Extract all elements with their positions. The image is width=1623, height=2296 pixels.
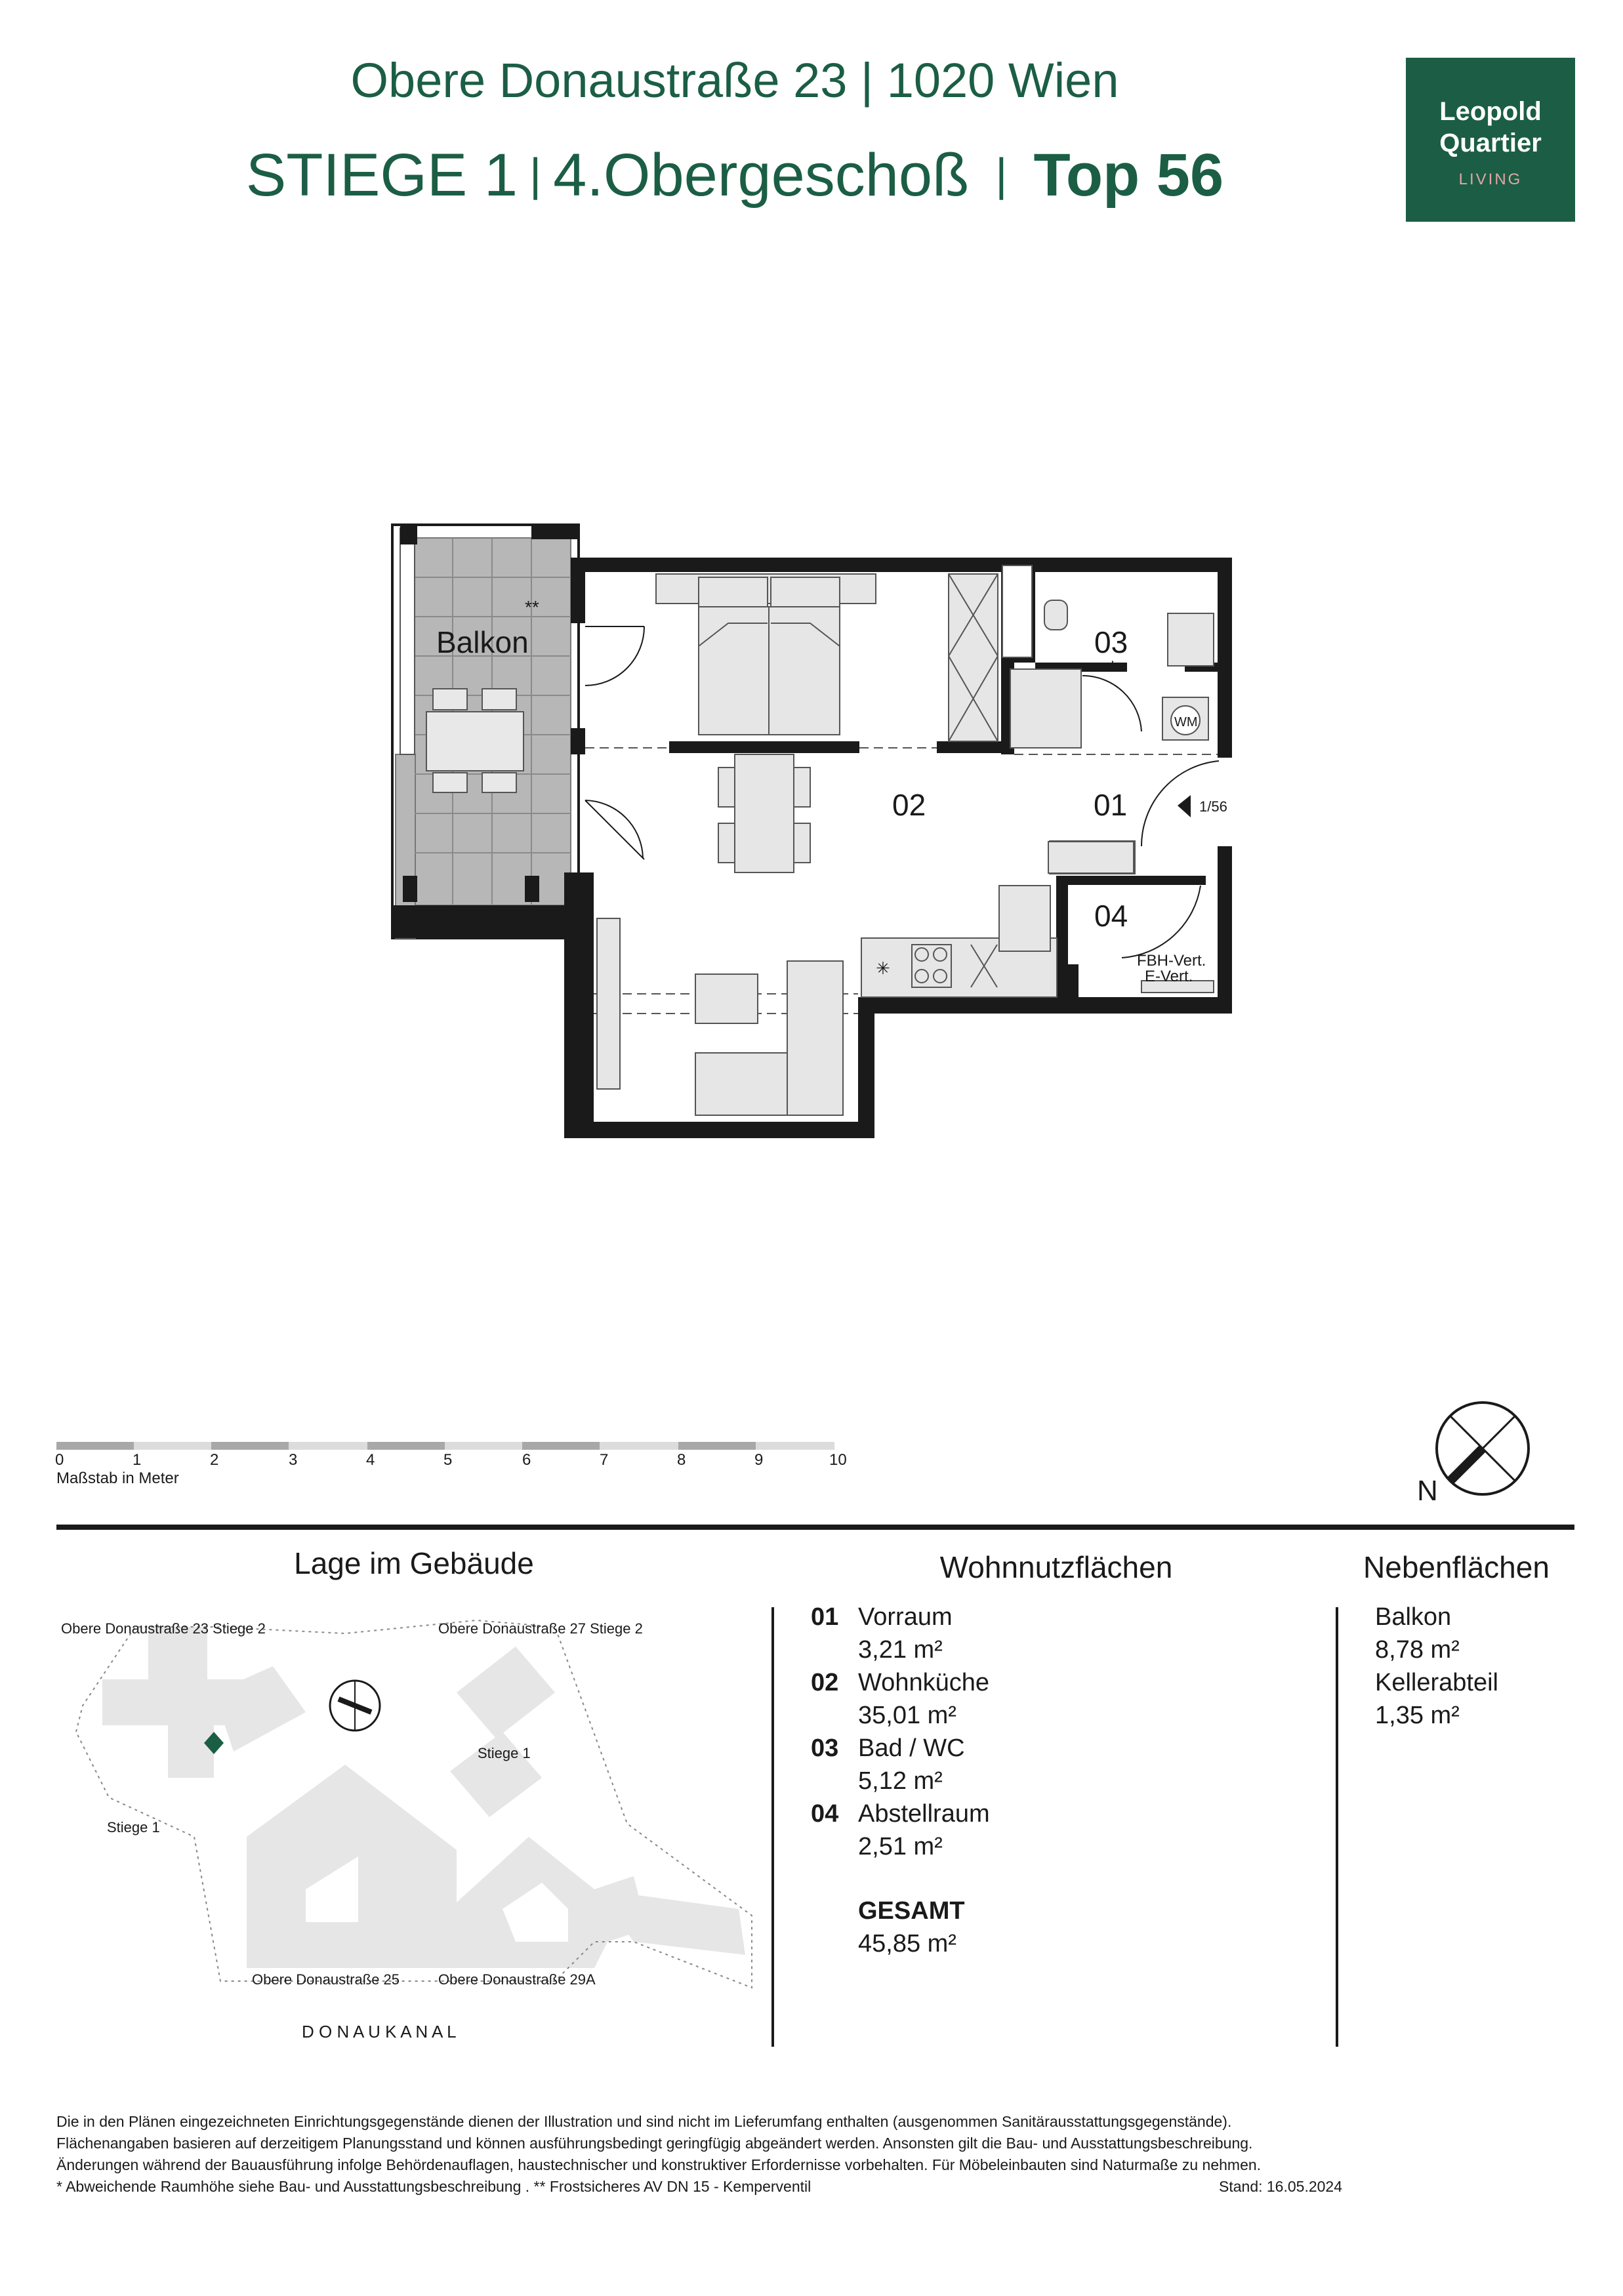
total-label: GESAMT	[858, 1897, 965, 1925]
neben-area: 1,35 m²	[1375, 1702, 1460, 1729]
room-name: Abstellraum	[858, 1800, 990, 1828]
room-num: 04	[811, 1800, 839, 1828]
room-num: 02	[811, 1669, 839, 1696]
svg-text:✳: ✳	[876, 959, 890, 979]
separator: |	[529, 149, 542, 200]
neben-area: 8,78 m²	[1375, 1636, 1460, 1664]
scale-tick: 9	[754, 1451, 764, 1469]
scale-tick: 8	[677, 1451, 686, 1469]
label-od25: Obere Donaustraße 25	[252, 1971, 400, 1988]
logo-line1: Leopold	[1439, 97, 1542, 126]
scale-tick: 1	[133, 1451, 142, 1469]
donaukanal-label: D O N A U K A N A L	[302, 2022, 457, 2041]
address-title: Obere Donaustraße 23 | 1020 Wien	[350, 53, 1119, 108]
wardrobe	[949, 574, 998, 741]
disclaimer-line: Flächenangaben basieren auf derzeitigem Planungsstand und können ausführungsbedingt geringfügig abgeändert werden. Ansonsten gilt die Bau- und Ausstattungsbeschreibung.	[56, 2135, 1253, 2152]
room-area: 35,01 m²	[858, 1702, 956, 1729]
room-area: 5,12 m²	[858, 1767, 943, 1795]
scale-tick: 10	[829, 1451, 847, 1469]
disclaimer-line: Änderungen während der Bauausführung infolge Behördenauflagen, haustechnischer und konstruktiver Erfordernisse vorbehalten. Für Möbeleinbauten sind Naturmaße zu nehmen.	[56, 2156, 1262, 2173]
room-name: Bad / WC	[858, 1734, 965, 1762]
scale-tick: 5	[443, 1451, 453, 1469]
e-vert-label: E-Vert.	[1145, 968, 1193, 985]
neben-name: Kellerabteil	[1375, 1669, 1498, 1696]
logo-line3: LIVING	[1458, 171, 1523, 188]
north-label: N	[1417, 1475, 1438, 1507]
lage-title: Lage im Gebäude	[294, 1546, 534, 1580]
scale-tick: 2	[210, 1451, 219, 1469]
stand-date: Stand: 16.05.2024	[1219, 2178, 1342, 2195]
balcony	[392, 525, 579, 938]
north-compass-icon	[1430, 1396, 1535, 1501]
scale-tick: 6	[522, 1451, 531, 1469]
top-number: Top 56	[1033, 142, 1224, 209]
scale-tick: 7	[600, 1451, 609, 1469]
disclaimer-line: * Abweichende Raumhöhe siehe Bau- und Ausstattungsbeschreibung . ** Frostsicheres AV DN 15 - Kemperventil	[56, 2178, 812, 2195]
door-number: 1/56	[1199, 798, 1227, 815]
dining-table	[718, 754, 810, 872]
room-num: 03	[811, 1734, 839, 1762]
balkon-note: **	[525, 597, 539, 617]
section-divider	[56, 1525, 1574, 1530]
room-area: 2,51 m²	[858, 1833, 943, 1860]
disclaimer	[56, 2111, 1565, 2198]
floor-label: 4.Obergeschoß	[553, 142, 970, 209]
room-03-label: 03	[1094, 625, 1128, 659]
scale-tick: 0	[55, 1451, 64, 1469]
label-stiege1-right: Stiege 1	[478, 1745, 531, 1761]
scale-tick: 4	[366, 1451, 375, 1469]
room-name: Wohnküche	[858, 1669, 989, 1696]
label-stiege1-left: Stiege 1	[107, 1819, 160, 1835]
neben-list	[1375, 1601, 1498, 1732]
scale-label: Maßstab in Meter	[56, 1469, 179, 1487]
room-01-label: 01	[1094, 788, 1128, 822]
bath-note: *	[1109, 657, 1117, 679]
room-02-label: 02	[892, 788, 926, 822]
wm-label: WM	[1174, 715, 1198, 729]
stiege-label: STIEGE 1	[245, 142, 518, 209]
column-divider	[771, 1607, 774, 2047]
room-04-label: 04	[1094, 899, 1128, 933]
logo-line2: Quartier	[1439, 129, 1542, 157]
disclaimer-line: Die in den Plänen eingezeichneten Einrichtungsgegenstände dienen der Illustration und sind nicht im Lieferumfang enthalten (ausgenommen Sanitärausstattungsgegenstände).	[56, 2113, 1232, 2130]
label-od29a: Obere Donaustraße 29A	[438, 1971, 596, 1988]
room-list	[811, 1601, 990, 1960]
bed	[656, 574, 876, 735]
label-od27-stiege2: Obere Donaustraße 27 Stiege 2	[438, 1620, 643, 1637]
scale-tick: 3	[289, 1451, 298, 1469]
fbh-label: FBH-Vert.	[1137, 952, 1206, 970]
label-od23-stiege2: Obere Donaustraße 23 Stiege 2	[61, 1620, 266, 1637]
column-divider	[1336, 1607, 1338, 2047]
neben-title: Nebenflächen	[1363, 1550, 1550, 1584]
room-area: 3,21 m²	[858, 1636, 943, 1664]
room-num: 01	[811, 1603, 839, 1631]
neben-name: Balkon	[1375, 1603, 1452, 1631]
site-map	[56, 1601, 765, 2020]
wohnnutz-title: Wohnnutzflächen	[939, 1550, 1173, 1584]
sofa	[597, 918, 843, 1115]
room-name: Vorraum	[858, 1603, 953, 1631]
balkon-label: Balkon	[436, 625, 529, 659]
separator: |	[995, 149, 1008, 200]
total-area: 45,85 m²	[858, 1930, 956, 1958]
